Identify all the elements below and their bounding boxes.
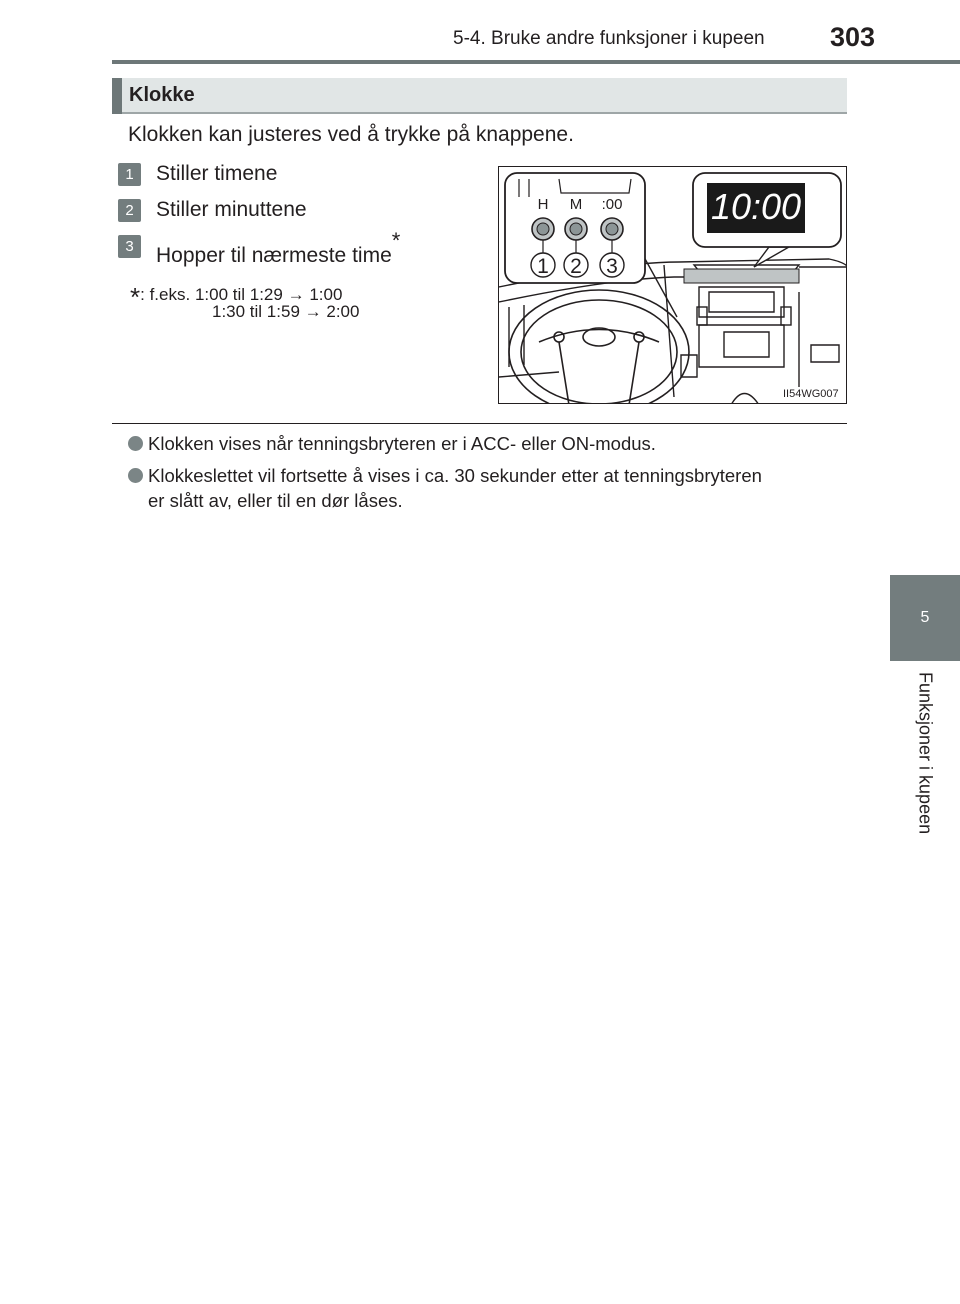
footnote-prefix: : f.eks. (140, 285, 191, 304)
clock-display-value: 10:00 (710, 186, 802, 227)
note-item: Klokken vises når tenningsbryteren er i ACC- eller ON-modus. (148, 433, 656, 454)
note-item: Klokkeslettet vil fortsette å vises i ca. 30 sekunder etter at tenningsbryteren (148, 465, 762, 486)
footnote-line-2 (212, 302, 359, 322)
item-number-badge: 3 (118, 235, 141, 258)
callout-number: 3 (606, 255, 618, 278)
callout-number: 1 (537, 255, 549, 278)
item-label: Hopper til nærmeste time (156, 244, 392, 267)
section-title-accent (112, 78, 122, 114)
header-rule (112, 60, 960, 64)
section-title-bar (112, 78, 847, 114)
callout-pointer (644, 257, 677, 317)
steering-wheel (509, 290, 689, 404)
clock-buttons (531, 196, 624, 278)
clock-illustration (498, 166, 847, 404)
footnote-marker: * (130, 282, 141, 312)
dashboard-drawing (499, 167, 847, 404)
minute-button-center (570, 223, 582, 235)
arrow-icon: → (304, 302, 322, 321)
chapter-number-tab[interactable]: 5 (890, 575, 960, 661)
intro-text: Klokken kan justeres ved å trykke på knappene. (128, 123, 574, 146)
item-number-badge: 1 (118, 163, 141, 186)
zero-button-label: :00 (601, 196, 623, 213)
section-divider (112, 423, 847, 424)
footnote-range: 1:30 til 1:59 (212, 302, 300, 321)
item-number-badge: 2 (118, 199, 141, 222)
dash-clock-display (684, 269, 799, 283)
note-item-continuation: er slått av, eller til en dør låses. (148, 490, 403, 511)
item-label: Stiller timene (156, 162, 278, 185)
bullet-icon (128, 436, 143, 451)
hour-button-center (537, 223, 549, 235)
minute-button-label: M (569, 196, 583, 213)
callout-pointer (754, 247, 789, 267)
zero-button-center (606, 223, 618, 235)
footnote-result: 2:00 (326, 302, 360, 321)
arrow-icon: → (287, 285, 305, 304)
bullet-icon (128, 468, 143, 483)
chapter-title: Funksjoner i kupeen (915, 672, 936, 835)
footnote-marker: * (391, 228, 401, 253)
item-label: Stiller minuttene (156, 198, 307, 221)
page-number: 303 (830, 22, 876, 52)
header-section-title: 5-4. Bruke andre funksjoner i kupeen (453, 28, 765, 49)
figure-code: II54WG007 (783, 388, 839, 400)
hour-button-label: H (537, 196, 549, 213)
item-label-with-footnote (156, 228, 401, 268)
section-title: Klokke (129, 84, 195, 106)
footnote-result: 1:00 (309, 285, 343, 304)
footnote-range: 1:00 til 1:29 (194, 285, 283, 304)
callout-number: 2 (570, 255, 582, 278)
